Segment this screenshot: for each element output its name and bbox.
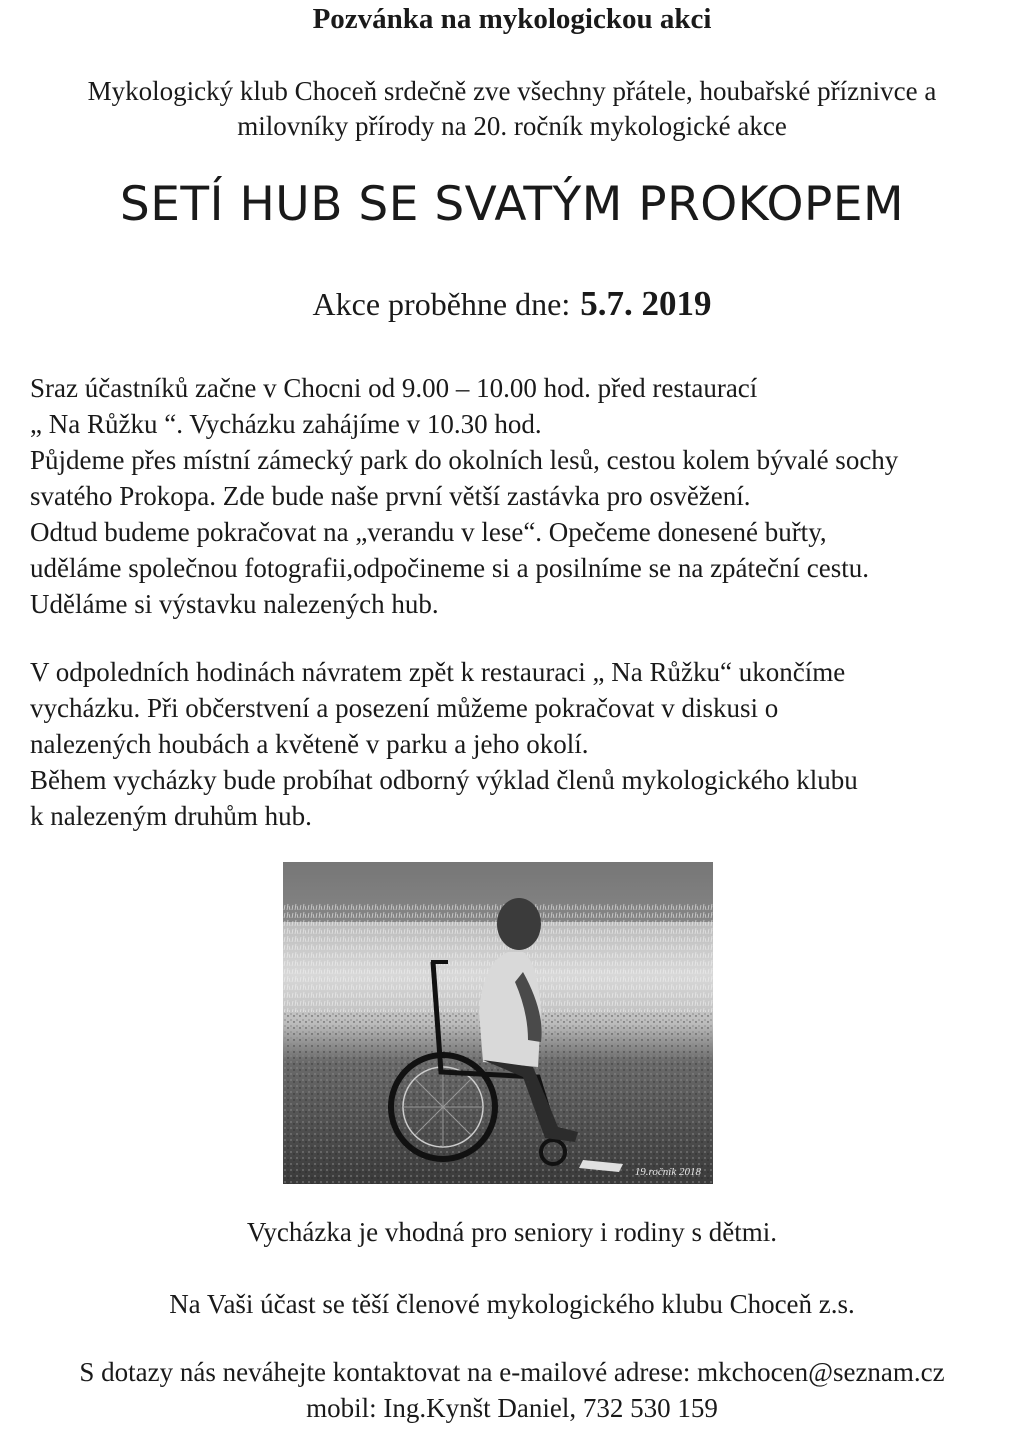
paragraph-line: V odpoledních hodinách návratem zpět k restauraci „ Na Růžku“ ukončíme: [30, 657, 846, 687]
paragraph-meeting: [30, 370, 1005, 622]
contact-info: [0, 1354, 1024, 1426]
paragraph-line: svatého Prokopa. Zde bude naše první větší zastávka pro osvěžení.: [30, 481, 751, 511]
paragraph-line: Během vycházky bude probíhat odborný výklad členů mykologického klubu: [30, 765, 858, 795]
event-date-line: [0, 282, 1024, 326]
paragraph-line: Odtud budeme pokračovat na „verandu v lese“. Opečeme donesené buřty,: [30, 517, 827, 547]
closing-line: Na Vaši účast se těší členové mykologického klubu Choceň z.s.: [169, 1289, 855, 1319]
paragraph-afternoon: [30, 654, 1005, 834]
paragraph-line: Půjdeme přes místní zámecký park do okolních lesů, cestou kolem bývalé sochy: [30, 445, 899, 475]
paragraph-line: k nalezeným druhům hub.: [30, 801, 312, 831]
contact-email-line: S dotazy nás neváhejte kontaktovat na e-mailové adrese: mkchocen@seznam.cz: [79, 1357, 945, 1387]
contact-phone-line: mobil: Ing.Kynšt Daniel, 732 530 159: [306, 1393, 718, 1423]
paragraph-line: nalezených houbách a květeně v parku a jeho okolí.: [30, 729, 589, 759]
suitability-note: Vycházka je vhodná pro seniory i rodiny s dětmi.: [246, 1217, 778, 1247]
photo-caption: 19.ročník 2018: [634, 1166, 701, 1178]
page-heading: Pozvánka na mykologickou akci: [312, 3, 712, 35]
paragraph-line: Uděláme si výstavku nalezených hub.: [30, 589, 439, 619]
paragraph-line: Sraz účastníků začne v Chocni od 9.00 – 10.00 hod. před restaurací: [30, 373, 758, 403]
intro-line-2: milovníky přírody na 20. ročník mykologické akce: [237, 111, 787, 141]
intro-line-1: Mykologický klub Choceň srdečně zve všechny přátele, houbařské příznivce a: [87, 76, 937, 106]
photo-illustration: [283, 862, 713, 1184]
paragraph-line: uděláme společnou fotografii,odpočineme si a posilníme se na zpáteční cestu.: [30, 553, 869, 583]
paragraph-line: „ Na Růžku “. Vycházku zahájíme v 10.30 hod.: [30, 409, 542, 439]
event-title: SETÍ HUB SE SVATÝM PROKOPEM: [119, 177, 905, 232]
intro-text: [0, 74, 1024, 144]
event-photo: [283, 862, 713, 1184]
date-label: Akce proběhne dne:: [312, 286, 571, 322]
paragraph-line: vycházku. Při občerstvení a posezení můžeme pokračovat v diskusi o: [30, 693, 779, 723]
date-value: 5.7. 2019: [580, 284, 712, 323]
